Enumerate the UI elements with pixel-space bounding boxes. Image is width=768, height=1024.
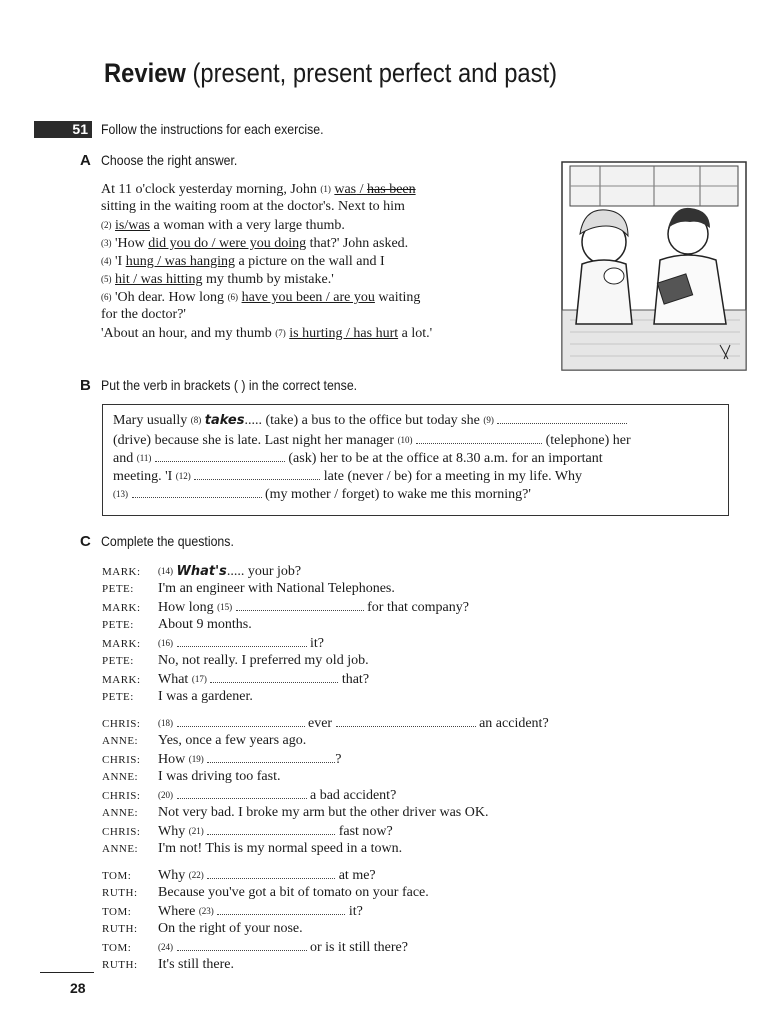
handwritten-answer-14: What's	[176, 564, 227, 579]
section-b-line-5: (13) (my mother / forget) to wake me this morning?'	[113, 487, 531, 502]
blank-17[interactable]	[210, 672, 338, 683]
blank-19[interactable]	[207, 752, 335, 763]
dialogue-line: ANNE: I'm not! This is my normal speed in a town.	[102, 841, 403, 856]
section-b-line-1: Mary usually (8) takes..... (take) a bus to the office but today she (9)	[113, 413, 627, 429]
section-a-letter: A	[80, 152, 91, 169]
blank-11[interactable]	[155, 451, 285, 462]
section-a-line-4: (3) 'How did you do / were you doing that?' John asked.	[101, 236, 409, 251]
dialogue-line: TOM: Where (23) it?	[102, 904, 363, 919]
dialogue-line: TOM: Why (22) at me?	[102, 868, 376, 883]
blank-21[interactable]	[207, 824, 335, 835]
blank-18a[interactable]	[177, 716, 305, 727]
dialogue-line: PETE: No, not really. I preferred my old job.	[102, 653, 369, 668]
dialogue-line: PETE: I'm an engineer with National Telephones.	[102, 581, 395, 596]
dialogue-line: ANNE: Not very bad. I broke my arm but the other driver was OK.	[102, 805, 489, 820]
dialogue-line: MARK: (16) it?	[102, 636, 324, 651]
section-c-letter: C	[80, 533, 91, 550]
dialogue-line: MARK: (14) What's..... your job?	[102, 564, 302, 579]
section-a-heading: Choose the right answer.	[101, 152, 238, 168]
section-b-box	[102, 404, 729, 516]
section-c-heading: Complete the questions.	[101, 533, 234, 549]
blank-23[interactable]	[217, 904, 345, 915]
section-a-line-6: (5) hit / was hitting my thumb by mistake.'	[101, 272, 334, 287]
blank-20[interactable]	[177, 788, 307, 799]
section-a-line-5: (4) 'I hung / was hanging a picture on the wall and I	[101, 254, 385, 269]
exercise-instructions: Follow the instructions for each exercise.	[101, 121, 324, 137]
blank-12[interactable]	[194, 469, 320, 480]
blank-10[interactable]	[416, 433, 542, 444]
dialogue-line: ANNE: I was driving too fast.	[102, 769, 281, 784]
dialogue-line: RUTH: On the right of your nose.	[102, 921, 303, 936]
section-a-line-3: (2) is/was a woman with a very large thumb.	[101, 218, 345, 233]
dialogue-line: CHRIS: (18) ever an accident?	[102, 716, 549, 731]
dialogue-line: CHRIS: Why (21) fast now?	[102, 824, 393, 839]
section-a-line-7: (6) 'Oh dear. How long (6) have you been / are you waiting	[101, 290, 421, 305]
dialogue-line: CHRIS: (20) a bad accident?	[102, 788, 397, 803]
section-b-line-2: (drive) because she is late. Last night her manager (10) (telephone) her	[113, 433, 631, 448]
dialogue-line: RUTH: It's still there.	[102, 957, 235, 972]
exercise-number-badge: 51	[34, 121, 92, 138]
waiting-room-illustration	[560, 160, 748, 372]
section-b-letter: B	[80, 377, 91, 394]
dialogue-line: MARK: How long (15) for that company?	[102, 600, 469, 615]
dialogue-line: PETE: I was a gardener.	[102, 689, 253, 704]
section-a-line-1: At 11 o'clock yesterday morning, John (1) was / has been	[101, 182, 416, 197]
section-a-line-9: 'About an hour, and my thumb (7) is hurting / has hurt a lot.'	[101, 326, 433, 341]
handwritten-answer-8: takes	[204, 413, 245, 428]
blank-18b[interactable]	[336, 716, 476, 727]
dialogue-line: ANNE: Yes, once a few years ago.	[102, 733, 307, 748]
dialogue-line: PETE: About 9 months.	[102, 617, 252, 632]
section-b-line-3: and (11) (ask) her to be at the office at 8.30 a.m. for an important	[113, 451, 603, 466]
footer-rule	[40, 972, 94, 973]
section-a-line-8: for the doctor?'	[101, 307, 186, 322]
blank-22[interactable]	[207, 868, 335, 879]
blank-15[interactable]	[236, 600, 364, 611]
blank-16[interactable]	[177, 636, 307, 647]
page-number: 28	[70, 980, 86, 996]
section-b-line-4: meeting. 'I (12) late (never / be) for a meeting in my life. Why	[113, 469, 583, 484]
blank-13[interactable]	[132, 487, 262, 498]
section-a-line-2: sitting in the waiting room at the doctor's. Next to him	[101, 199, 405, 214]
section-b-heading: Put the verb in brackets ( ) in the correct tense.	[101, 377, 358, 393]
page-title: Review (present, present perfect and past)	[104, 58, 558, 88]
dialogue-line: MARK: What (17) that?	[102, 672, 370, 687]
dialogue-line: CHRIS: How (19) ?	[102, 752, 342, 767]
blank-24[interactable]	[177, 940, 307, 951]
blank-9[interactable]	[497, 413, 627, 424]
dialogue-line: TOM: (24) or is it still there?	[102, 940, 408, 955]
dialogue-line: RUTH: Because you've got a bit of tomato on your face.	[102, 885, 429, 900]
